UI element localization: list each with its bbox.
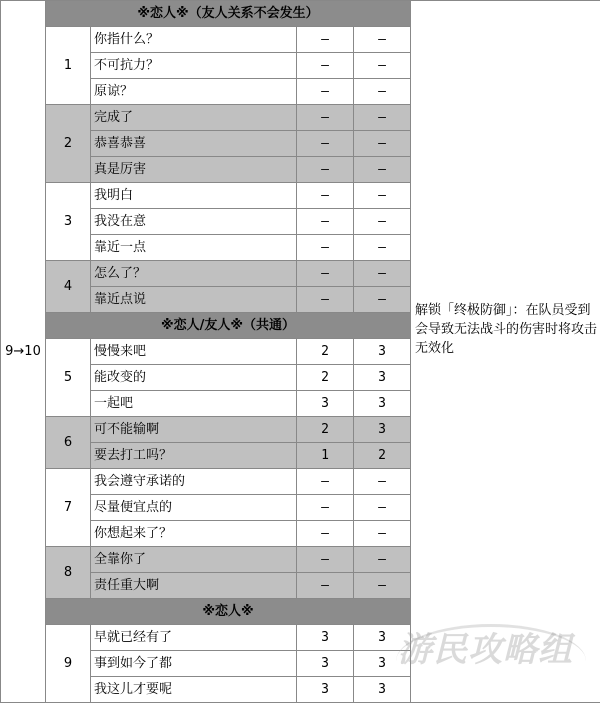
value-b: — [354,521,411,547]
value-b: — [354,261,411,287]
value-a: 3 [297,625,354,651]
choice-text: 能改变的 [91,365,297,391]
group-number: 7 [46,469,91,547]
choice-text: 全靠你了 [91,547,297,573]
value-a: — [297,157,354,183]
value-b: — [354,235,411,261]
section-header: ※恋人/友人※（共通） [46,313,411,339]
choice-text: 我没在意 [91,209,297,235]
value-b: — [354,209,411,235]
value-a: — [297,53,354,79]
group-number: 9 [46,625,91,703]
note-cell [411,1,600,703]
group-number: 6 [46,417,91,469]
value-b: — [354,105,411,131]
value-a: 3 [297,651,354,677]
value-b: — [354,547,411,573]
group-number: 3 [46,183,91,261]
value-a: 2 [297,365,354,391]
value-a: — [297,131,354,157]
value-b: — [354,53,411,79]
group-number: 2 [46,105,91,183]
choice-text: 完成了 [91,105,297,131]
value-a: — [297,469,354,495]
value-b: 3 [354,651,411,677]
unlock-note: 解锁「终极防御」：在队员受到会导致无法战斗的伤害时将攻击无效化 [415,303,598,356]
group-number: 1 [46,27,91,105]
value-b: — [354,495,411,521]
choice-text: 慢慢来吧 [91,339,297,365]
level-cell: 9→10 [1,1,46,703]
value-a: 2 [297,339,354,365]
section-header: ※恋人※ [46,599,411,625]
choice-text: 恭喜恭喜 [91,131,297,157]
choice-text: 怎么了？ [91,261,297,287]
choice-text: 你指什么？ [91,27,297,53]
value-b: — [354,79,411,105]
value-b: — [354,469,411,495]
choice-text: 原谅？ [91,79,297,105]
value-b: 3 [354,339,411,365]
value-b: — [354,157,411,183]
group-number: 5 [46,339,91,417]
value-a: 3 [297,677,354,703]
value-b: — [354,287,411,313]
value-a: — [297,27,354,53]
value-b: — [354,573,411,599]
value-b: — [354,131,411,157]
choice-text: 要去打工吗？ [91,443,297,469]
watermark-text: 游民攻略组 [398,630,573,670]
value-a: — [297,79,354,105]
choice-text: 你想起来了？ [91,521,297,547]
choice-text: 我会遵守承诺的 [91,469,297,495]
value-a: — [297,521,354,547]
choice-text: 我明白 [91,183,297,209]
choice-text: 事到如今了都 [91,651,297,677]
value-a: — [297,573,354,599]
choice-text: 责任重大啊 [91,573,297,599]
value-a: 2 [297,417,354,443]
value-a: — [297,209,354,235]
section-header-row [1,1,600,27]
choice-text: 我这儿才要呢 [91,677,297,703]
value-b: 3 [354,677,411,703]
group-number: 4 [46,261,91,313]
section-header: ※恋人※（友人关系不会发生） [46,1,411,27]
choice-text: 早就已经有了 [91,625,297,651]
value-b: 3 [354,391,411,417]
value-a: — [297,183,354,209]
value-b: 2 [354,443,411,469]
choice-text: 靠近点说 [91,287,297,313]
choice-text: 一起吧 [91,391,297,417]
group-number: 8 [46,547,91,599]
value-a: — [297,287,354,313]
value-a: — [297,547,354,573]
value-a: 1 [297,443,354,469]
choice-text: 不可抗力？ [91,53,297,79]
value-b: 3 [354,417,411,443]
value-a: 3 [297,391,354,417]
value-a: — [297,495,354,521]
value-a: — [297,105,354,131]
value-b: — [354,183,411,209]
choice-text: 靠近一点 [91,235,297,261]
value-b: 3 [354,625,411,651]
choice-text: 可不能输啊 [91,417,297,443]
choice-text: 真是厉害 [91,157,297,183]
value-b: 3 [354,365,411,391]
value-a: — [297,235,354,261]
value-a: — [297,261,354,287]
value-b: — [354,27,411,53]
choice-text: 尽量便宜点的 [91,495,297,521]
